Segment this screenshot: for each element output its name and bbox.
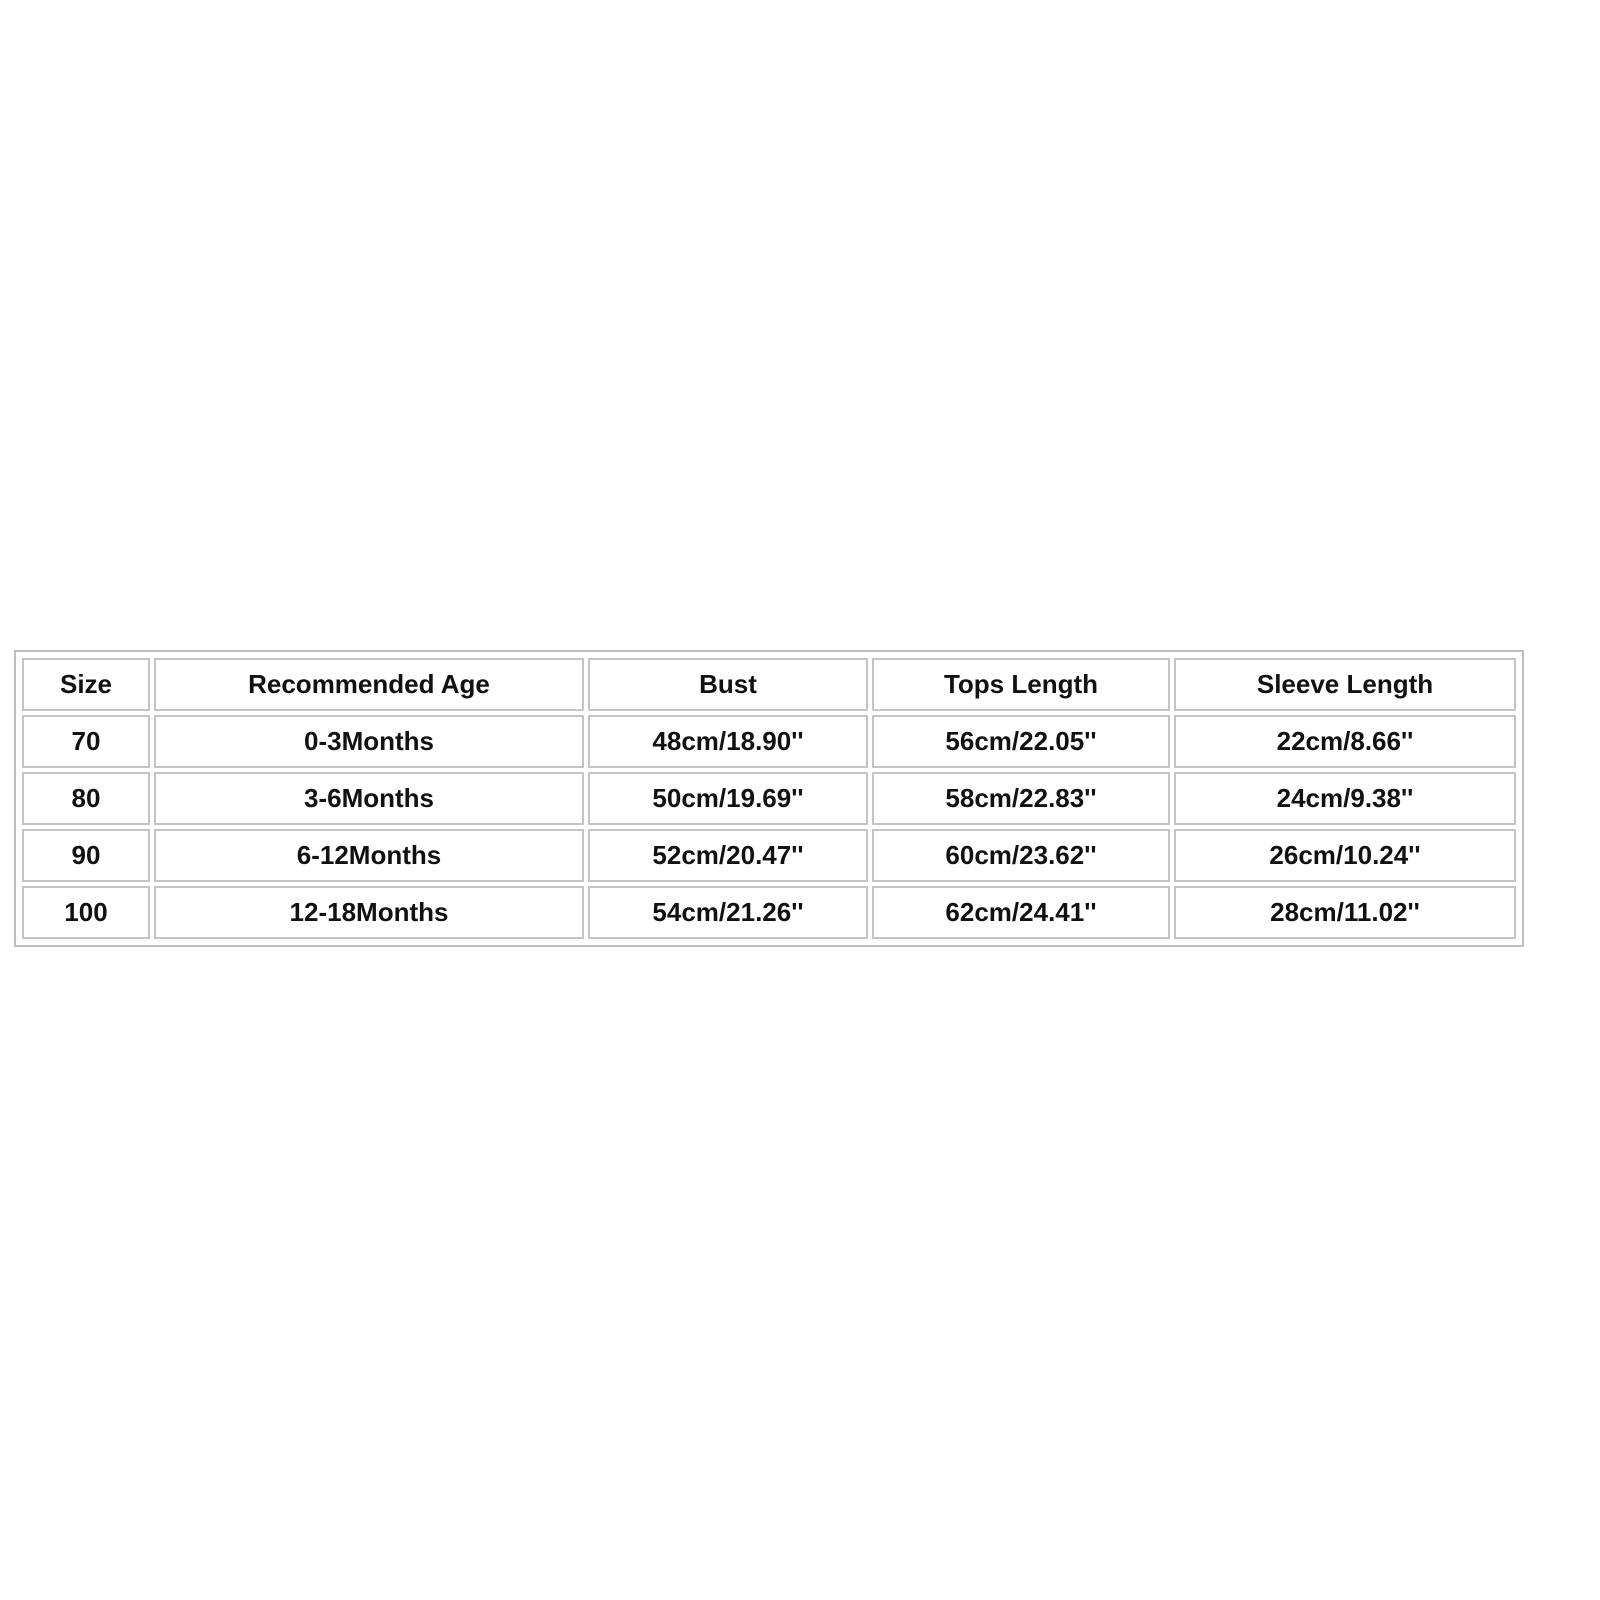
cell-tops-length: 60cm/23.62'' xyxy=(872,829,1170,882)
header-cell-sleeve-length: Sleeve Length xyxy=(1174,658,1516,711)
cell-bust: 50cm/19.69'' xyxy=(588,772,868,825)
cell-sleeve-length: 24cm/9.38'' xyxy=(1174,772,1516,825)
header-cell-recommended-age: Recommended Age xyxy=(154,658,584,711)
size-chart-table xyxy=(18,654,1520,943)
cell-recommended-age: 0-3Months xyxy=(154,715,584,768)
cell-recommended-age: 6-12Months xyxy=(154,829,584,882)
cell-size: 80 xyxy=(22,772,150,825)
size-chart xyxy=(14,650,1524,947)
cell-bust: 54cm/21.26'' xyxy=(588,886,868,939)
header-cell-size: Size xyxy=(22,658,150,711)
cell-bust: 48cm/18.90'' xyxy=(588,715,868,768)
cell-tops-length: 62cm/24.41'' xyxy=(872,886,1170,939)
cell-sleeve-length: 26cm/10.24'' xyxy=(1174,829,1516,882)
table-row xyxy=(22,886,1516,939)
cell-recommended-age: 3-6Months xyxy=(154,772,584,825)
cell-size: 70 xyxy=(22,715,150,768)
cell-tops-length: 56cm/22.05'' xyxy=(872,715,1170,768)
cell-sleeve-length: 28cm/11.02'' xyxy=(1174,886,1516,939)
header-row xyxy=(22,658,1516,711)
cell-sleeve-length: 22cm/8.66'' xyxy=(1174,715,1516,768)
header-cell-tops-length: Tops Length xyxy=(872,658,1170,711)
table-row xyxy=(22,829,1516,882)
cell-tops-length: 58cm/22.83'' xyxy=(872,772,1170,825)
header-cell-bust: Bust xyxy=(588,658,868,711)
cell-size: 100 xyxy=(22,886,150,939)
table-row xyxy=(22,715,1516,768)
cell-recommended-age: 12-18Months xyxy=(154,886,584,939)
cell-size: 90 xyxy=(22,829,150,882)
table-row xyxy=(22,772,1516,825)
cell-bust: 52cm/20.47'' xyxy=(588,829,868,882)
